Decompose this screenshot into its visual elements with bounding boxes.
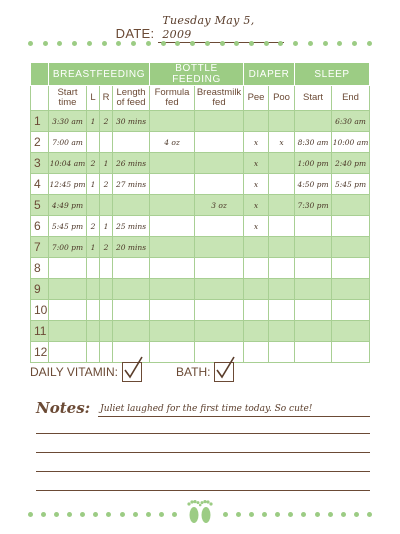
right-cell[interactable] bbox=[100, 195, 113, 216]
start-time-cell[interactable] bbox=[49, 258, 87, 279]
poo-cell[interactable] bbox=[269, 216, 295, 237]
dot bbox=[220, 41, 225, 46]
dot bbox=[54, 512, 59, 517]
dot bbox=[288, 512, 293, 517]
start-time-cell[interactable] bbox=[49, 279, 87, 300]
note-line[interactable] bbox=[36, 433, 370, 434]
daily-vitamin-checkbox[interactable] bbox=[122, 362, 142, 382]
dot bbox=[367, 512, 372, 517]
length-cell[interactable] bbox=[113, 321, 150, 342]
table-row bbox=[31, 216, 370, 237]
sleep-start-cell[interactable] bbox=[295, 342, 332, 363]
breastmilk-cell[interactable] bbox=[195, 216, 244, 237]
pee-cell[interactable] bbox=[244, 279, 269, 300]
table-row bbox=[31, 195, 370, 216]
sleep-start-cell[interactable] bbox=[295, 321, 332, 342]
left-cell[interactable] bbox=[87, 195, 100, 216]
left-cell[interactable] bbox=[87, 279, 100, 300]
right-cell[interactable]: 1 bbox=[100, 216, 113, 237]
pee-cell[interactable] bbox=[244, 111, 269, 132]
dot bbox=[106, 512, 111, 517]
note-line[interactable] bbox=[36, 490, 370, 491]
sleep-start-cell[interactable] bbox=[295, 111, 332, 132]
breastmilk-cell[interactable] bbox=[195, 153, 244, 174]
pee-cell[interactable]: x bbox=[244, 174, 269, 195]
pee-cell[interactable]: x bbox=[244, 132, 269, 153]
formula-cell[interactable] bbox=[150, 111, 195, 132]
sleep-end-cell[interactable] bbox=[332, 258, 370, 279]
checkmark-icon bbox=[214, 355, 236, 381]
dot bbox=[93, 512, 98, 517]
header-breastmilk-fed: Breastmilk fed bbox=[195, 86, 244, 111]
length-cell[interactable]: 27 mins bbox=[113, 174, 150, 195]
sleep-end-cell[interactable]: 2:40 pm bbox=[332, 153, 370, 174]
dot bbox=[301, 512, 306, 517]
poo-cell[interactable]: x bbox=[269, 132, 295, 153]
length-cell[interactable] bbox=[113, 195, 150, 216]
dot bbox=[175, 41, 180, 46]
breastmilk-cell[interactable] bbox=[195, 300, 244, 321]
daily-vitamin-label: DAILY VITAMIN: bbox=[30, 365, 119, 379]
dot bbox=[293, 41, 298, 46]
row-number: 5 bbox=[31, 195, 49, 216]
right-cell[interactable]: 1 bbox=[100, 153, 113, 174]
row-number: 10 bbox=[31, 300, 49, 321]
length-cell[interactable] bbox=[113, 132, 150, 153]
dot bbox=[28, 41, 33, 46]
length-cell[interactable] bbox=[113, 258, 150, 279]
dot bbox=[120, 512, 125, 517]
formula-cell[interactable]: 4 oz bbox=[150, 132, 195, 153]
group-diaper: DIAPER bbox=[244, 63, 295, 86]
dot bbox=[159, 512, 164, 517]
pee-cell[interactable] bbox=[244, 342, 269, 363]
pee-cell[interactable] bbox=[244, 237, 269, 258]
poo-cell[interactable] bbox=[269, 321, 295, 342]
table-row bbox=[31, 342, 370, 363]
dot bbox=[80, 512, 85, 517]
feeding-log-table bbox=[30, 62, 370, 363]
start-time-cell[interactable]: 7:00 pm bbox=[49, 237, 87, 258]
length-cell[interactable] bbox=[113, 300, 150, 321]
pee-cell[interactable]: x bbox=[244, 153, 269, 174]
breastmilk-cell[interactable] bbox=[195, 111, 244, 132]
breastmilk-cell[interactable]: 3 oz bbox=[195, 195, 244, 216]
top-dot-border bbox=[28, 40, 372, 46]
header-sleep-start: Start bbox=[295, 86, 332, 111]
left-cell[interactable] bbox=[87, 132, 100, 153]
poo-cell[interactable] bbox=[269, 237, 295, 258]
log-rows bbox=[31, 111, 370, 363]
row-number: 11 bbox=[31, 321, 49, 342]
row-number: 1 bbox=[31, 111, 49, 132]
left-cell[interactable]: 2 bbox=[87, 216, 100, 237]
header-row-number bbox=[31, 86, 49, 111]
sleep-end-cell[interactable] bbox=[332, 279, 370, 300]
notes-label: Notes: bbox=[36, 399, 91, 417]
bath-label: BATH: bbox=[176, 365, 211, 379]
note-line[interactable] bbox=[36, 471, 370, 472]
notes-section bbox=[36, 399, 370, 417]
sleep-start-cell[interactable]: 8:30 am bbox=[295, 132, 332, 153]
group-sleep: SLEEP bbox=[295, 63, 370, 86]
dot bbox=[161, 41, 166, 46]
pee-cell[interactable] bbox=[244, 321, 269, 342]
dot bbox=[352, 41, 357, 46]
dot bbox=[354, 512, 359, 517]
formula-cell[interactable] bbox=[150, 237, 195, 258]
bath-checkbox[interactable] bbox=[214, 362, 234, 382]
length-cell[interactable] bbox=[113, 279, 150, 300]
table-row bbox=[31, 132, 370, 153]
length-cell[interactable]: 30 mins bbox=[113, 111, 150, 132]
right-cell[interactable]: 2 bbox=[100, 111, 113, 132]
left-cell[interactable]: 2 bbox=[87, 153, 100, 174]
poo-cell[interactable] bbox=[269, 111, 295, 132]
pee-cell[interactable] bbox=[244, 258, 269, 279]
dot bbox=[43, 41, 48, 46]
dot bbox=[133, 512, 138, 517]
left-cell[interactable] bbox=[87, 258, 100, 279]
formula-cell[interactable] bbox=[150, 195, 195, 216]
breastmilk-cell[interactable] bbox=[195, 237, 244, 258]
dot bbox=[146, 41, 151, 46]
header-pee: Pee bbox=[244, 86, 269, 111]
sleep-end-cell[interactable]: 6:30 am bbox=[332, 111, 370, 132]
dot bbox=[234, 41, 239, 46]
table-row bbox=[31, 321, 370, 342]
formula-cell[interactable] bbox=[150, 300, 195, 321]
pee-cell[interactable]: x bbox=[244, 216, 269, 237]
poo-cell[interactable] bbox=[269, 300, 295, 321]
dot bbox=[28, 512, 33, 517]
sleep-start-cell[interactable]: 7:30 pm bbox=[295, 195, 332, 216]
dot bbox=[223, 512, 228, 517]
group-bottle-feeding: BOTTLE FEEDING bbox=[150, 63, 244, 86]
start-time-cell[interactable] bbox=[49, 321, 87, 342]
date-header bbox=[0, 14, 400, 43]
header-right: R bbox=[100, 86, 113, 111]
table-row bbox=[31, 174, 370, 195]
poo-cell[interactable] bbox=[269, 258, 295, 279]
group-spacer bbox=[31, 63, 49, 86]
sleep-end-cell[interactable]: 10:00 am bbox=[332, 132, 370, 153]
date-label: DATE: bbox=[115, 26, 155, 41]
formula-cell[interactable] bbox=[150, 342, 195, 363]
length-cell[interactable]: 20 mins bbox=[113, 237, 150, 258]
footprints-icon bbox=[184, 498, 216, 526]
right-cell[interactable] bbox=[100, 132, 113, 153]
pee-cell[interactable]: x bbox=[244, 195, 269, 216]
dot bbox=[146, 512, 151, 517]
dot bbox=[67, 512, 72, 517]
row-number: 8 bbox=[31, 258, 49, 279]
notes-text[interactable]: Juliet laughed for the first time today. So cute! bbox=[98, 402, 370, 417]
table-row bbox=[31, 279, 370, 300]
right-cell[interactable] bbox=[100, 258, 113, 279]
row-number: 7 bbox=[31, 237, 49, 258]
left-cell[interactable]: 1 bbox=[87, 111, 100, 132]
length-cell[interactable]: 25 mins bbox=[113, 216, 150, 237]
poo-cell[interactable] bbox=[269, 342, 295, 363]
table-row bbox=[31, 300, 370, 321]
header-formula-fed: Formula fed bbox=[150, 86, 195, 111]
start-time-cell[interactable]: 3:30 am bbox=[49, 111, 87, 132]
group-breastfeeding: BREASTFEEDING bbox=[49, 63, 150, 86]
left-cell[interactable] bbox=[87, 300, 100, 321]
table-row bbox=[31, 258, 370, 279]
header-start-time: Start time bbox=[49, 86, 87, 111]
dot bbox=[205, 41, 210, 46]
date-field[interactable]: Tuesday May 5, 2009 bbox=[158, 14, 284, 43]
header-sleep-end: End bbox=[332, 86, 370, 111]
length-cell[interactable]: 26 mins bbox=[113, 153, 150, 174]
dot bbox=[315, 512, 320, 517]
right-cell[interactable] bbox=[100, 279, 113, 300]
poo-cell[interactable] bbox=[269, 195, 295, 216]
poo-cell[interactable] bbox=[269, 279, 295, 300]
breastmilk-cell[interactable] bbox=[195, 132, 244, 153]
formula-cell[interactable] bbox=[150, 321, 195, 342]
start-time-cell[interactable] bbox=[49, 342, 87, 363]
checks-row bbox=[30, 362, 234, 382]
start-time-cell[interactable]: 5:45 pm bbox=[49, 216, 87, 237]
formula-cell[interactable] bbox=[150, 216, 195, 237]
breastmilk-cell[interactable] bbox=[195, 321, 244, 342]
note-line[interactable] bbox=[36, 452, 370, 453]
table-row bbox=[31, 111, 370, 132]
start-time-cell[interactable]: 12:45 pm bbox=[49, 174, 87, 195]
sleep-start-cell[interactable]: 1:00 pm bbox=[295, 153, 332, 174]
sleep-end-cell[interactable] bbox=[332, 300, 370, 321]
start-time-cell[interactable]: 10:04 am bbox=[49, 153, 87, 174]
sleep-start-cell[interactable]: 4:50 pm bbox=[295, 174, 332, 195]
sleep-end-cell[interactable] bbox=[332, 321, 370, 342]
dot bbox=[308, 41, 313, 46]
header-poo: Poo bbox=[269, 86, 295, 111]
left-cell[interactable]: 1 bbox=[87, 174, 100, 195]
dot bbox=[236, 512, 241, 517]
table-row bbox=[31, 153, 370, 174]
breastmilk-cell[interactable] bbox=[195, 279, 244, 300]
dot bbox=[367, 41, 372, 46]
right-cell[interactable] bbox=[100, 342, 113, 363]
dot bbox=[341, 512, 346, 517]
formula-cell[interactable] bbox=[150, 258, 195, 279]
row-number: 4 bbox=[31, 174, 49, 195]
sleep-start-cell[interactable] bbox=[295, 216, 332, 237]
dot bbox=[57, 41, 62, 46]
row-number: 9 bbox=[31, 279, 49, 300]
pee-cell[interactable] bbox=[244, 300, 269, 321]
dot bbox=[275, 512, 280, 517]
row-number: 3 bbox=[31, 153, 49, 174]
dot bbox=[323, 41, 328, 46]
sleep-start-cell[interactable] bbox=[295, 300, 332, 321]
formula-cell[interactable] bbox=[150, 153, 195, 174]
dot bbox=[131, 41, 136, 46]
right-cell[interactable]: 2 bbox=[100, 174, 113, 195]
formula-cell[interactable] bbox=[150, 174, 195, 195]
sleep-start-cell[interactable] bbox=[295, 237, 332, 258]
dot bbox=[337, 41, 342, 46]
dot bbox=[41, 512, 46, 517]
start-time-cell[interactable]: 7:00 am bbox=[49, 132, 87, 153]
sleep-start-cell[interactable] bbox=[295, 258, 332, 279]
header-length-of-feed: Length of feed bbox=[113, 86, 150, 111]
sleep-end-cell[interactable] bbox=[332, 237, 370, 258]
start-time-cell[interactable] bbox=[49, 300, 87, 321]
dot bbox=[262, 512, 267, 517]
dot bbox=[87, 41, 92, 46]
start-time-cell[interactable]: 4:49 pm bbox=[49, 195, 87, 216]
dot bbox=[172, 512, 177, 517]
poo-cell[interactable] bbox=[269, 153, 295, 174]
header-left: L bbox=[87, 86, 100, 111]
dot bbox=[116, 41, 121, 46]
table-row bbox=[31, 237, 370, 258]
formula-cell[interactable] bbox=[150, 279, 195, 300]
dot bbox=[102, 41, 107, 46]
right-cell[interactable]: 2 bbox=[100, 237, 113, 258]
breastmilk-cell[interactable] bbox=[195, 258, 244, 279]
breastmilk-cell[interactable] bbox=[195, 174, 244, 195]
left-cell[interactable] bbox=[87, 342, 100, 363]
left-cell[interactable]: 1 bbox=[87, 237, 100, 258]
right-cell[interactable] bbox=[100, 321, 113, 342]
sleep-start-cell[interactable] bbox=[295, 279, 332, 300]
dot bbox=[328, 512, 333, 517]
right-cell[interactable] bbox=[100, 300, 113, 321]
sleep-end-cell[interactable]: 5:45 pm bbox=[332, 174, 370, 195]
poo-cell[interactable] bbox=[269, 174, 295, 195]
left-cell[interactable] bbox=[87, 321, 100, 342]
sleep-end-cell[interactable] bbox=[332, 195, 370, 216]
dot bbox=[72, 41, 77, 46]
sleep-end-cell[interactable] bbox=[332, 342, 370, 363]
row-number: 6 bbox=[31, 216, 49, 237]
dot bbox=[190, 41, 195, 46]
dot bbox=[264, 41, 269, 46]
dot bbox=[249, 512, 254, 517]
row-number: 2 bbox=[31, 132, 49, 153]
checkmark-icon bbox=[122, 355, 144, 381]
row-number: 12 bbox=[31, 342, 49, 363]
dot bbox=[278, 41, 283, 46]
sleep-end-cell[interactable] bbox=[332, 216, 370, 237]
dot bbox=[249, 41, 254, 46]
